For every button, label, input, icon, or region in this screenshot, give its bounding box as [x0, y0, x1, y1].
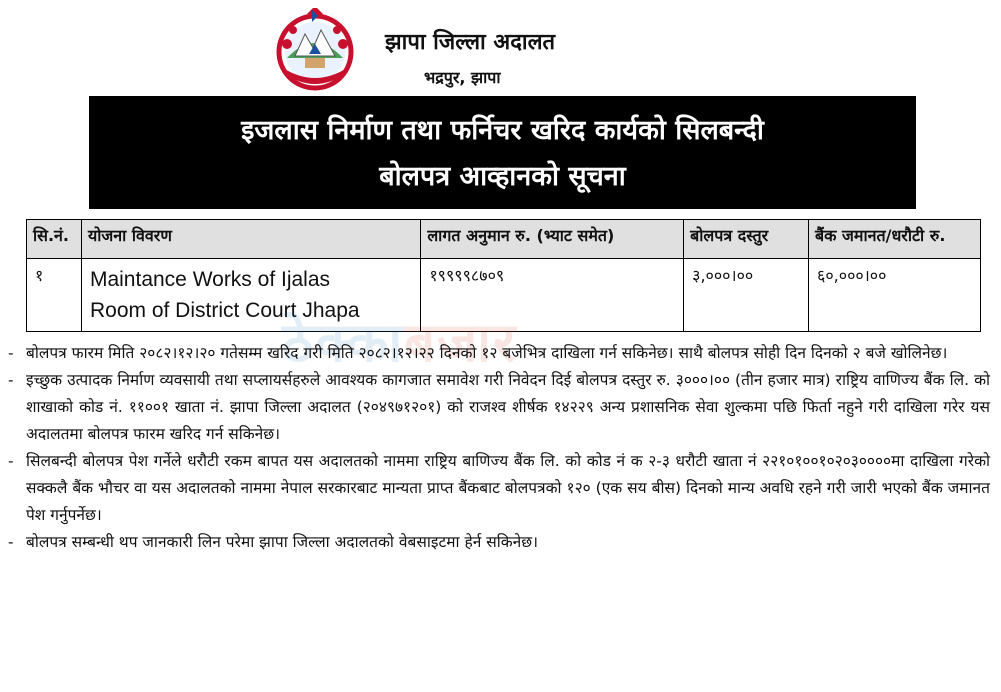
column-header-cost-estimate: लागत अनुमान रु. (भ्याट समेत) [421, 220, 684, 259]
cell-cost-estimate: १९९९९८७०९ [421, 259, 684, 332]
note-bullet: - [8, 371, 14, 389]
note-bullet: - [8, 533, 14, 551]
nepal-emblem-icon [273, 8, 357, 92]
note-item [8, 340, 990, 367]
cell-bank-guarantee: ६०,०००।०० [809, 259, 981, 332]
note-text: बोलपत्र सम्बन्धी थप जानकारी लिन परेमा झापा जिल्ला अदालतको वेबसाइटमा हेर्न सकिनेछ। [26, 533, 538, 551]
note-item [8, 367, 990, 448]
table-row [27, 259, 981, 332]
title-line-1: इजलास निर्माण तथा फर्निचर खरिद कार्यको सिलबन्दी [241, 115, 764, 146]
description-line-2: Room of District Court Jhapa [89, 299, 360, 322]
cell-tender-fee: ३,०००।०० [684, 259, 809, 332]
watermark-part-2: बजार [404, 311, 518, 374]
watermark-part-1: ठेक्का [282, 311, 405, 374]
notes-list [8, 340, 990, 556]
note-text: बोलपत्र फारम मिति २०८२।१२।२० गतेसम्म खरिद गरी मिति २०८२।१२।२२ दिनको १२ बजेभित्र दाखिला गर्न सकिनेछ। साथै बोलपत्र सोही दिन दिनको २ बजे खोलिनेछ। [26, 344, 948, 362]
cell-sn: १ [27, 259, 82, 332]
org-address: भद्रपुर, झापा [424, 68, 501, 87]
note-text: इच्छुक उत्पादक निर्माण व्यवसायी तथा सप्लायर्सहरुले आवश्यक कागजात समावेश गरी निवेदन दिई बोलपत्र दस्तुर रु. ३०००।०० (तीन हजार मात्र) राष्ट्रिय वाणिज्य बैंक लि. को शाखाको कोड नं. ११००१ खाता नं. झापा जिल्ला अदालत (२०४९७१२०१) को राजश्व शीर्षक १४२२९ अन्य प्रशासनिक सेवा शुल्कमा पछि फिर्ता नहुने गरी दाखिला गरेर यस अदालतमा बोलपत्र फारम खरिद गर्न सकिनेछ। [26, 371, 990, 443]
note-bullet: - [8, 452, 14, 470]
column-header-tender-fee: बोलपत्र दस्तुर [684, 220, 809, 259]
note-item [8, 529, 990, 556]
title-line-2: बोलपत्र आव्हानको सूचना [379, 161, 626, 192]
table-header-row [27, 220, 981, 259]
description-line-1: Maintance Works of Ijalas [89, 268, 331, 291]
tender-table [26, 219, 981, 332]
note-bullet: - [8, 344, 14, 362]
title-banner [89, 96, 916, 209]
cell-description [81, 259, 420, 332]
column-header-description: योजना विवरण [81, 220, 420, 259]
column-header-bank-guarantee: बैंक जमानत/धरौटी रु. [809, 220, 981, 259]
note-text: सिलबन्दी बोलपत्र पेश गर्नेले धरौटी रकम बापत यस अदालतको नाममा राष्ट्रिय बाणिज्य बैंक लि. को कोड नं क २-३ धरौटी खाता नं २२१०१००१०२०३००००मा दाखिला गरेको सक्कलै बैंक भौचर वा यस अदालतको नाममा नेपाल सरकारबाट मान्यता प्राप्त बैंकबाट बोलपत्रको १२० (एक सय बीस) दिनको मान्य अवधि रहने गरी जारी भएको बैंक जमानत पेश गर्नुपर्नेछ। [26, 452, 990, 524]
column-header-sn: सि.नं. [27, 220, 82, 259]
note-item [8, 448, 990, 529]
org-name: झापा जिल्ला अदालत [385, 30, 556, 55]
